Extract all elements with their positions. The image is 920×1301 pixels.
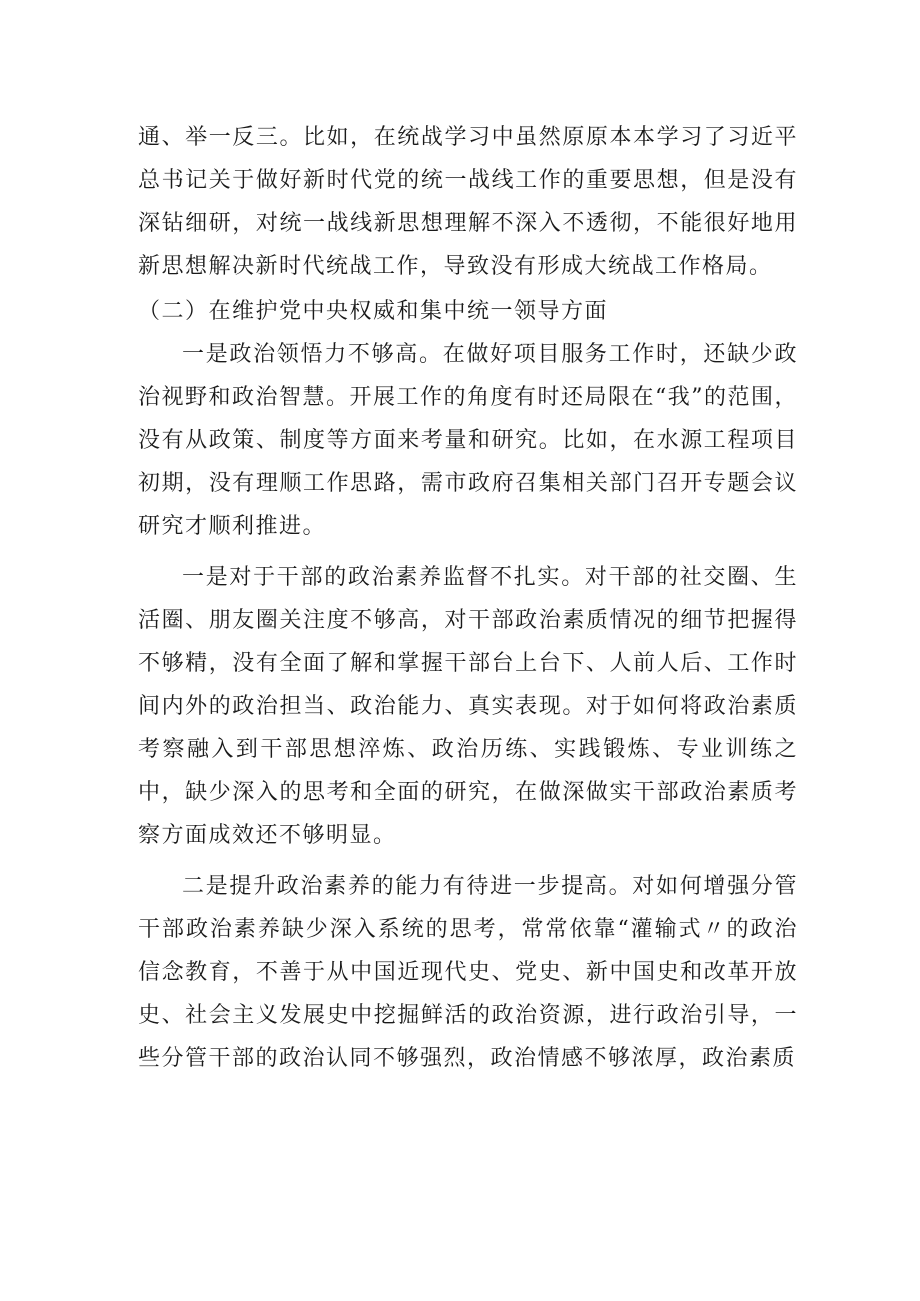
paragraph-political-literacy: 二是提升政治素养的能力有待进一步提高。对如何增强分管干部政治素养缺少深入系统的思考，常常依靠“灌输式〃的政治信念教育，不善于从中国近现代史、党史、新中国史和改革开放史、社会主义发展史中挖掘鲜活的政治资源，进行政治引导，一些分管干部的政治认同不够强烈，政治情感不够浓厚，政治素质 <box>138 874 798 1071</box>
paragraph-political-understanding: 一是政治领悟力不够高。在做好项目服务工作时，还缺少政治视野和政治智慧。开展工作的角度有时还局限在“我”的范围，没有从政策、制度等方面来考量和研究。比如，在水源工程项目初期，没有理顺工作思路，需市政府召集相关部门召开专题会议研究才顺利推进。 <box>138 342 798 539</box>
document-body <box>138 116 798 1080</box>
paragraph-cadre-supervision: 一是对于干部的政治素养监督不扎实。对干部的社交圈、生活圈、朋友圈关注度不够高，对干部政治素质情况的细节把握得不够精，没有全面了解和掌握干部台上台下、人前人后、工作时间内外的政治担当、政治能力、真实表现。对于如何将政治素质考察融入到干部思想淬炼、政治历练、实践锻炼、专业训练之中，缺少深入的思考和全面的研究，在做深做实干部政治素质考察方面成效还不够明显。 <box>138 565 798 848</box>
section-heading: （二）在维护党中央权威和集中统一领导方面 <box>138 299 609 324</box>
paragraph-continuation: 通、举一反三。比如，在统战学习中虽然原原本本学习了习近平总书记关于做好新时代党的统一战线工作的重要思想，但是没有深钻细研，对统一战线新思想理解不深入不透彻，不能很好地用新思想解决新时代统战工作，导致没有形成大统战工作格局。 <box>138 125 798 279</box>
